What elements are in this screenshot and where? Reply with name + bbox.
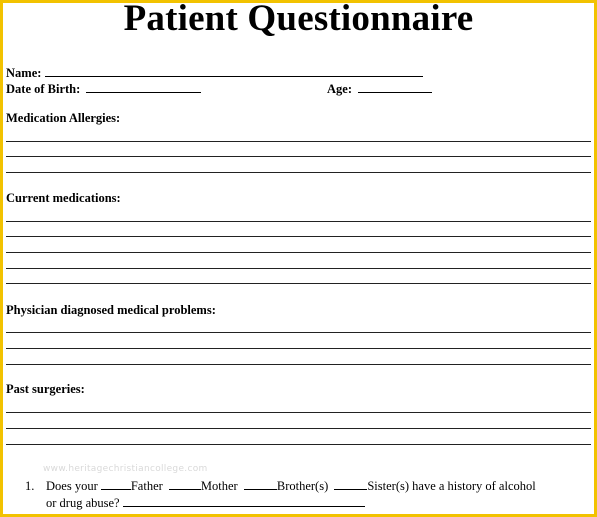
- answer-line[interactable]: [6, 412, 591, 413]
- questionnaire-page: [3, 3, 594, 514]
- dob-field[interactable]: [86, 81, 201, 93]
- option-father: Father: [130, 479, 163, 493]
- answer-line[interactable]: [6, 221, 591, 222]
- answer-line[interactable]: [6, 156, 591, 157]
- answer-line[interactable]: [6, 236, 591, 237]
- name-label: Name:: [6, 66, 42, 80]
- answer-line[interactable]: [6, 141, 591, 142]
- option-sisters: Sister(s) have a history of alcohol: [367, 479, 536, 493]
- section-label-past-surgeries: Past surgeries:: [6, 382, 85, 396]
- answer-line[interactable]: [6, 268, 591, 269]
- question-line-1: [46, 478, 536, 494]
- option-mother: Mother: [200, 479, 238, 493]
- drug-abuse-answer-field[interactable]: [123, 495, 365, 507]
- name-field[interactable]: [45, 65, 423, 77]
- dob-row: [6, 81, 201, 97]
- brothers-blank[interactable]: [244, 478, 277, 490]
- answer-line[interactable]: [6, 172, 591, 173]
- answer-line[interactable]: [6, 252, 591, 253]
- section-label-medical-problems: Physician diagnosed medical problems:: [6, 303, 216, 317]
- mother-blank[interactable]: [169, 478, 201, 490]
- question-text: Does your: [46, 479, 98, 493]
- answer-line[interactable]: [6, 428, 591, 429]
- age-field[interactable]: [358, 81, 432, 93]
- father-blank[interactable]: [101, 478, 131, 490]
- name-row: [6, 65, 423, 81]
- section-label-medication-allergies: Medication Allergies:: [6, 111, 121, 125]
- sisters-blank[interactable]: [334, 478, 367, 490]
- age-label: Age:: [327, 82, 352, 96]
- option-brothers: Brother(s): [276, 479, 329, 493]
- answer-line[interactable]: [6, 283, 591, 284]
- dob-label: Date of Birth:: [6, 82, 81, 96]
- age-row: [327, 81, 432, 97]
- answer-line[interactable]: [6, 348, 591, 349]
- section-label-current-medications: Current medications:: [6, 191, 121, 205]
- question-text-continued: or drug abuse?: [46, 496, 120, 510]
- watermark-text: www.heritagechristiancollege.com: [43, 464, 208, 474]
- answer-line[interactable]: [6, 364, 591, 365]
- answer-line[interactable]: [6, 444, 591, 445]
- question-line-2: [46, 495, 365, 511]
- answer-line[interactable]: [6, 332, 591, 333]
- question-number: 1.: [25, 479, 35, 493]
- page-title: Patient Questionnaire: [123, 3, 474, 39]
